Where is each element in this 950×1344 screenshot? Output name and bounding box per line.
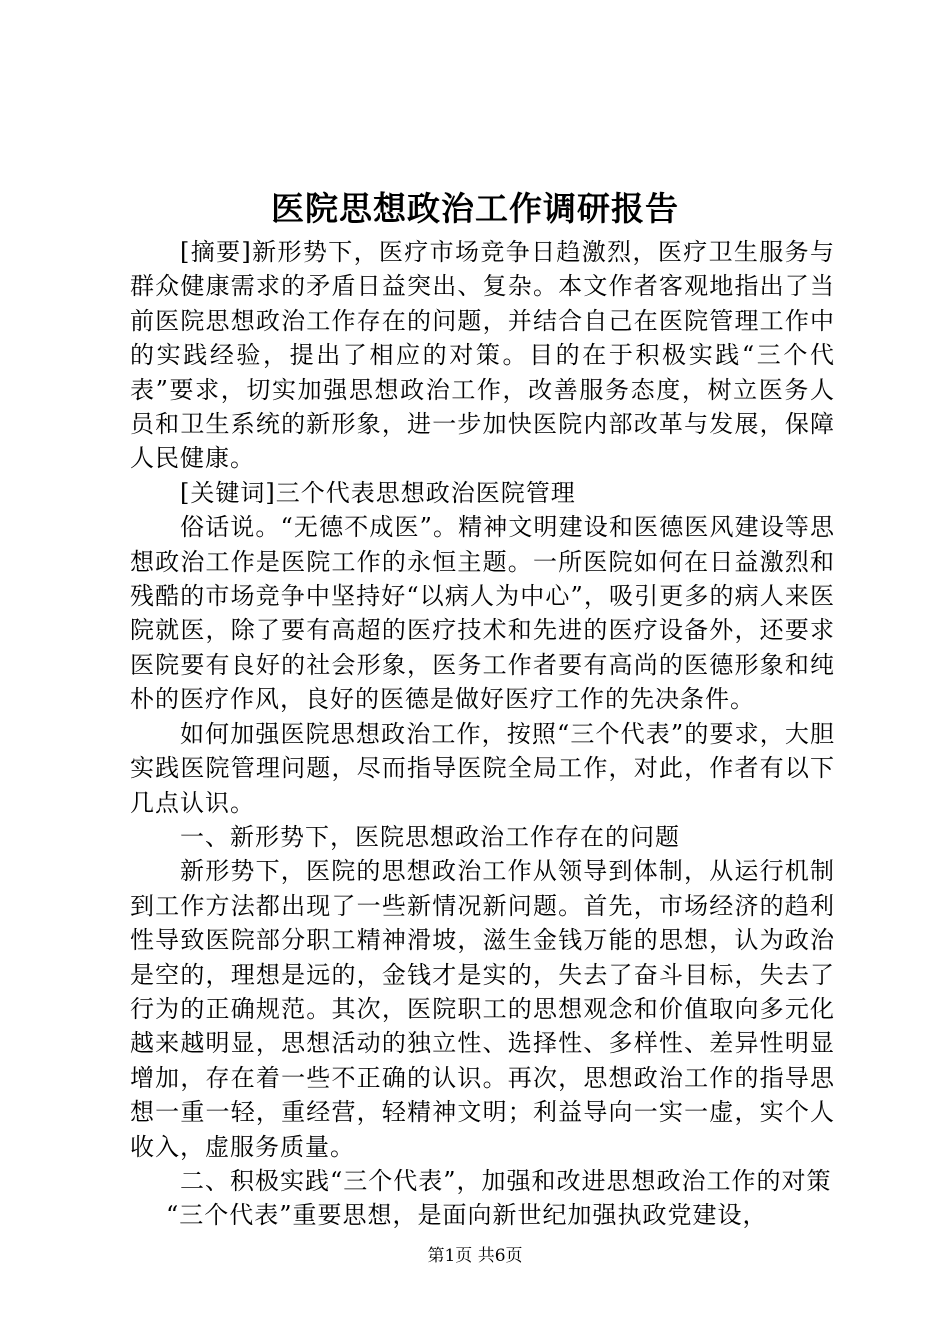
body-paragraph: 俗话说。“无德不成医”。精神文明建设和医德医风建设等思想政治工作是医院工作的永恒主题。一所医院如何在日益激烈和残酷的市场竞争中坚持好“以病人为中心”，吸引更多的病人来医院就医，除了要有高超的医疗技术和先进的医疗设备外，还要求医院要有良好的社会形象，医务工作者要有高尚的医德形象和纯朴的医疗作风，良好的医德是做好医疗工作的先决条件。: [130, 513, 835, 714]
document-body: [130, 235, 835, 1233]
keywords-paragraph: [关键词]三个代表思想政治医院管理: [180, 478, 576, 507]
abstract-paragraph: [摘要]新形势下，医疗市场竞争日趋激烈，医疗卫生服务与群众健康需求的矛盾日益突出、复杂。本文作者客观地指出了当前医院思想政治工作存在的问题，并结合自己在医院管理工作中的实践经验，提出了相应的对策。目的在于积极实践“三个代表”要求，切实加强思想政治工作，改善服务态度，树立医务人员和卫生系统的新形象，进一步加快医院内部改革与发展，保障人民健康。: [130, 238, 835, 473]
body-paragraph: 如何加强医院思想政治工作，按照“三个代表”的要求，大胆实践医院管理问题，尽而指导医院全局工作，对此，作者有以下几点认识。: [130, 719, 835, 817]
page-number: 第1页 共6页: [427, 1246, 523, 1266]
body-paragraph: “三个代表”重要思想，是面向新世纪加强执政党建设，: [166, 1201, 768, 1230]
document-title: 医院思想政治工作调研报告: [271, 189, 679, 228]
body-paragraph: 新形势下，医院的思想政治工作从领导到体制，从运行机制到工作方法都出现了一些新情况新问题。首先，市场经济的趋利性导致医院部分职工精神滑坡，滋生金钱万能的思想，认为政治是空的，理想是远的，金钱才是实的，失去了奋斗目标，失去了行为的正确规范。其次，医院职工的思想观念和价值取向多元化越来越明显，思想活动的独立性、选择性、多样性、差异性明显增加，存在着一些不正确的认识。再次，思想政治工作的指导思想一重一轻，重经营，轻精神文明；利益导向一实一虚，实个人收入，虚服务质量。: [130, 857, 835, 1161]
section-heading: 一、新形势下，医院思想政治工作存在的问题: [180, 822, 680, 851]
section-heading: 二、积极实践“三个代表”，加强和改进思想政治工作的对策: [180, 1166, 832, 1195]
